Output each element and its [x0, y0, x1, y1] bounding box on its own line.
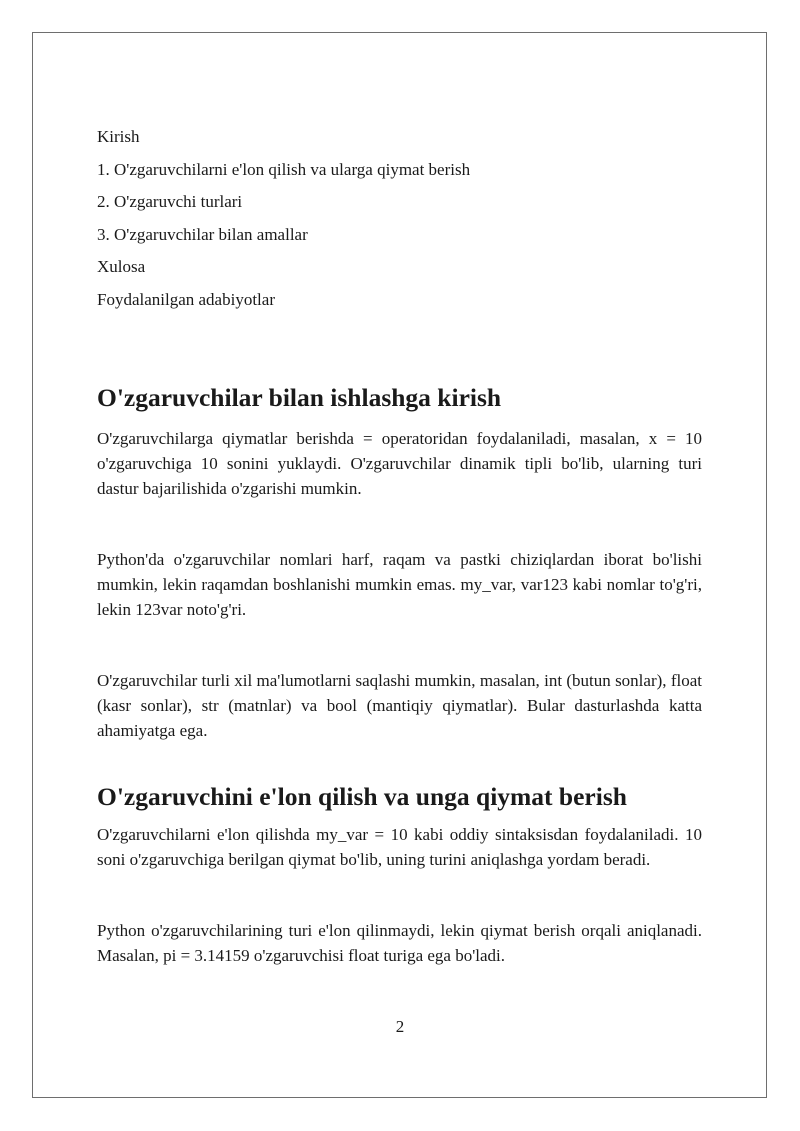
paragraph: O'zgaruvchilarni e'lon qilishda my_var = 10 kabi oddiy sintaksisdan foydalaniladi. 10 soni o'zgaruvchiga berilgan qiymat bo'lib, uning turini aniqlashga yordam beradi. — [97, 824, 702, 869]
section-heading: O'zgaruvchilar bilan ishlashga kirish — [97, 382, 502, 412]
paragraph: Python'da o'zgaruvchilar nomlari harf, raqam va pastki chiziqlardan iborat bo'lishi mumkin, lekin raqamdan boshlanishi mumkin emas. my_var, var123 kabi nomlar to'g'ri, lekin 123var noto'g'ri. — [97, 549, 702, 619]
toc-item-intro: Kirish — [97, 127, 140, 146]
toc-item-2: 2. O'zgaruvchi turlari — [97, 192, 243, 211]
page-content — [97, 126, 702, 968]
section-heading: O'zgaruvchini e'lon qilish va unga qiymat berish — [97, 781, 627, 811]
toc-item-conclusion: Xulosa — [97, 257, 146, 276]
toc-item-3: 3. O'zgaruvchilar bilan amallar — [97, 224, 308, 244]
paragraph: O'zgaruvchilar turli xil ma'lumotlarni saqlashi mumkin, masalan, int (butun sonlar), float (kasr sonlar), str (matnlar) va bool (mantiqiy qiymatlar). Bular dasturlashda katta ahamiyatga ega. — [97, 670, 702, 740]
toc-item-1: 1. O'zgaruvchilarni e'lon qilish va ularga qiymat berish — [97, 159, 471, 179]
page-number: 2 — [395, 1017, 405, 1036]
paragraph: Python o'zgaruvchilarining turi e'lon qilinmaydi, lekin qiymat berish orqali aniqlanadi. Masalan, pi = 3.14159 o'zgaruvchisi float turiga ega bo'ladi. — [97, 920, 702, 965]
toc-item-references: Foydalanilgan adabiyotlar — [97, 289, 275, 309]
table-of-contents — [97, 126, 702, 311]
paragraph: O'zgaruvchilarga qiymatlar berishda = operatoridan foydalaniladi, masalan, x = 10 o'zgaruvchiga 10 sonini yuklaydi. O'zgaruvchilar dinamik tipli bo'lib, ularning turi dastur bajarilishida o'zgarishi mumkin. — [97, 428, 702, 498]
